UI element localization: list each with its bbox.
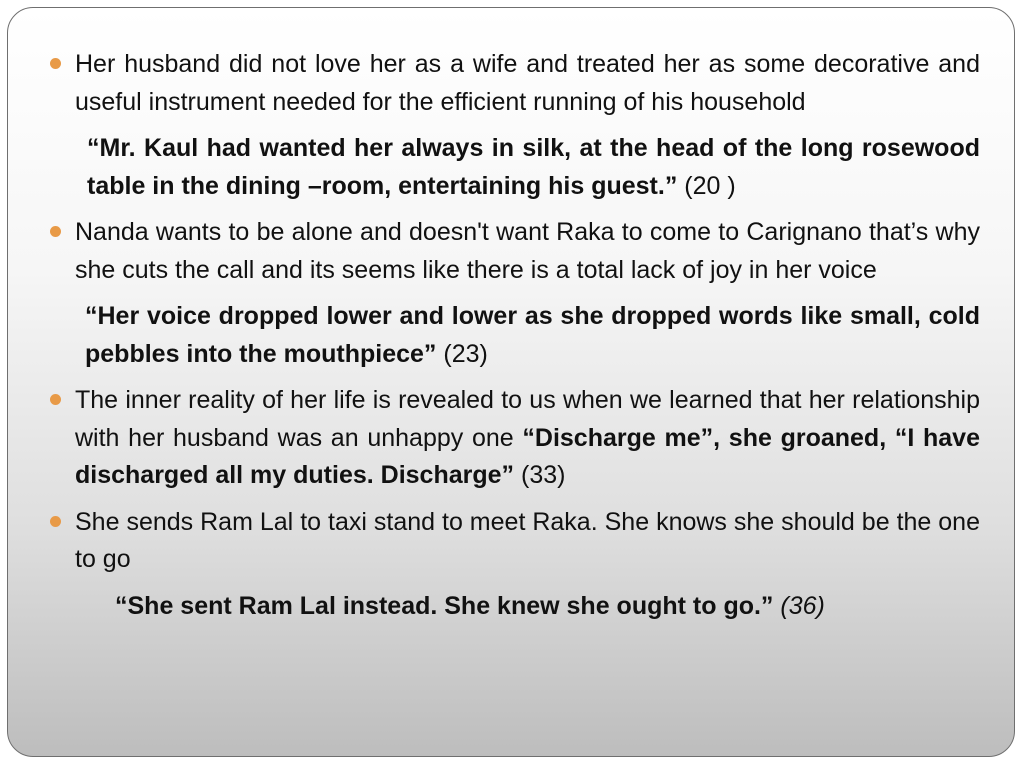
bullet-dot-icon [50,394,61,405]
bullet-text: She sends Ram Lal to taxi stand to meet Raka. She knows she should be the one to go [75,507,980,573]
bullet-item [75,504,980,579]
quote-block [75,588,980,626]
bullet-text: The inner reality of her life is revealed to us when we learned that her relationship with her husband was an unhappy one [75,386,980,452]
quote-text: “Discharge me”, she groaned, “I have discharged all my duties. Discharge” [75,423,980,489]
bullet-text: Her husband did not love her as a wife and treated her as some decorative and useful instrument needed for the efficient running of his household [75,50,980,116]
quote-text: “Mr. Kaul had wanted her always in silk, at the head of the long rosewood table in the dining –room, entertaining his guest.” [87,134,980,200]
bullet-item [75,382,980,495]
bullet-item [75,214,980,289]
bullet-dot-icon [50,516,61,527]
slide [7,7,1015,757]
quote-text: “She sent Ram Lal instead. She knew she ought to go.” [115,591,774,620]
slide-content [75,46,980,634]
quote-block [75,298,980,373]
quote-block [75,130,980,205]
bullet-dot-icon [50,58,61,69]
quote-citation: (20 ) [677,171,736,200]
quote-text: “Her voice dropped lower and lower as she dropped words like small, cold pebbles into the mouthpiece” [85,302,980,368]
quote-citation: (23) [436,339,488,368]
bullet-dot-icon [50,226,61,237]
bullet-item [75,46,980,121]
quote-citation: (33) [514,461,566,489]
quote-citation: (36) [773,591,825,620]
bullet-text: Nanda wants to be alone and doesn't want Raka to come to Carignano that’s why she cuts the call and its seems like there is a total lack of joy in her voice [75,218,980,284]
